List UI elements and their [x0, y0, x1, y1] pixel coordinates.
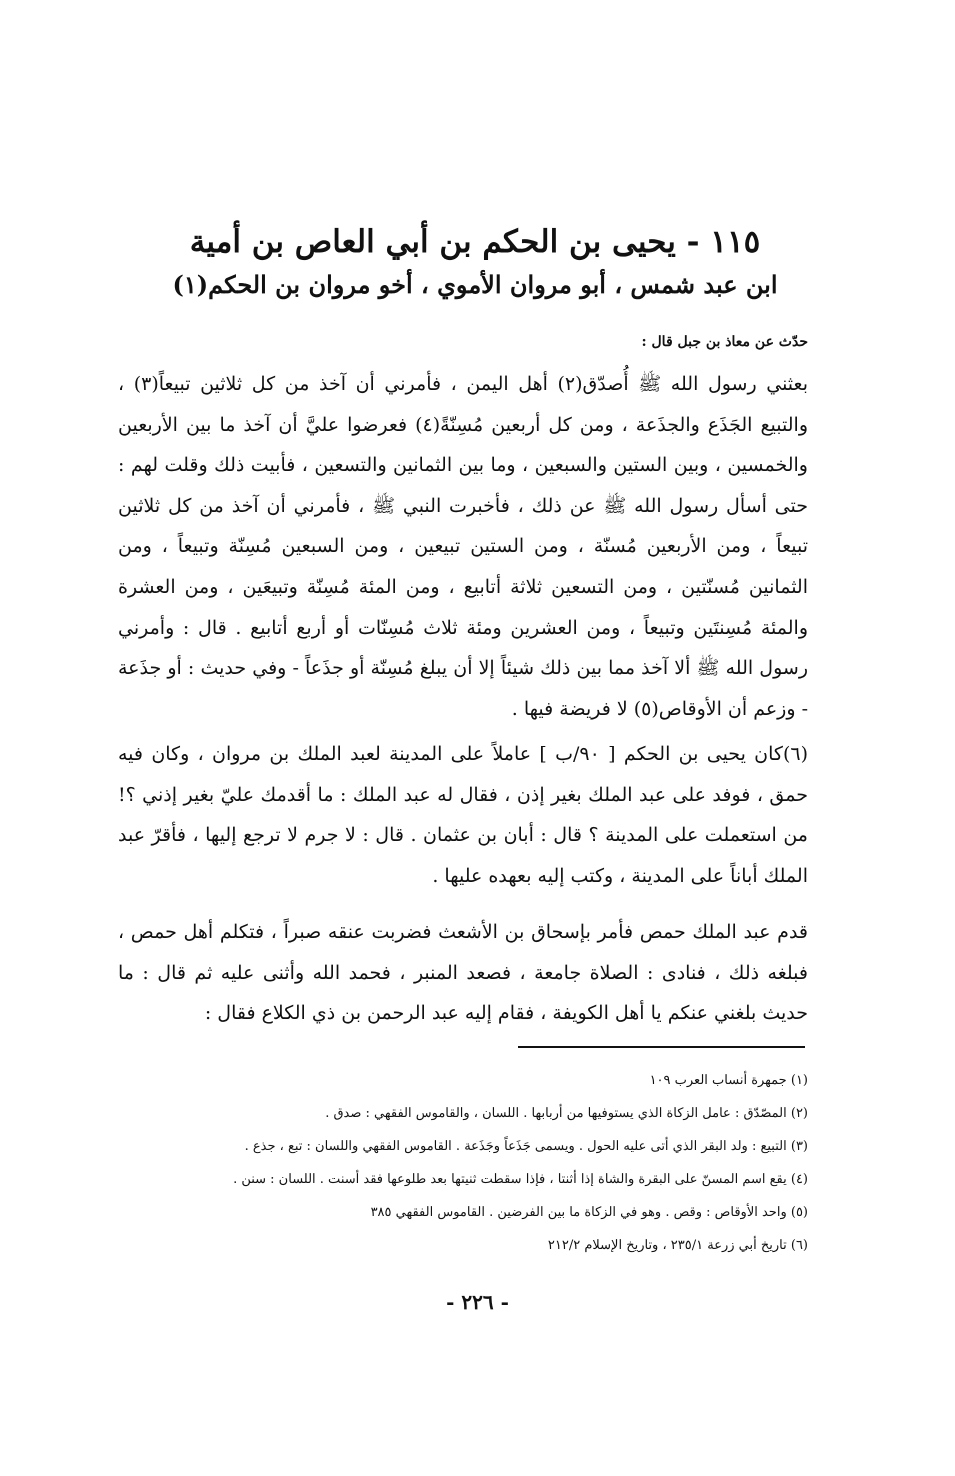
footnote-item: (٢) المصّدّق : عامل الزكاة الذي يستوفيها من أربابها . اللسان ، والقاموس الفقهي : صدق . [325, 1106, 808, 1121]
footnote-item: (١) جمهرة أنساب العرب ١٠٩ [649, 1073, 808, 1088]
page-number: - ٢٢٦ - [446, 1290, 509, 1314]
footnote-item: (٤) يقع اسم المسنّ على البقرة والشاة إذا أثنتا ، فإذا سقطت ثنيتها بعد طلوعها فقد أسنت . اللسان : سنن . [233, 1172, 808, 1187]
body-paragraph-3: قدم عبد الملك حمص فأمر بإسحاق بن الأشعث فضربت عنقه صبراً ، فتكلم أهل حمص ، فبلغه ذلك ، فنادى : الصلاة جامعة ، فصعد المنبر ، فحمد الله وأثنى عليه ثم قال : ما حديث بلغني عنكم يا أهل الكويفة ، فقام إليه عبد الرحمن بن ذي الكلاع فقال : [118, 921, 809, 1025]
footnote-item: (٣) التبيع : ولد البقر الذي أتى عليه الحول . ويسمى جَذَعاً وجَذَعة . القاموس الفقهي واللسان : تبع ، جذع . [244, 1139, 808, 1154]
entry-title: ١١٥ - يحيى بن الحكم بن أبي العاص بن أمية [189, 224, 761, 260]
footnotes-list [118, 1064, 808, 1262]
footnote-divider [518, 1046, 805, 1048]
narrator-line: حدّث عن معاذ بن جبل قال : [641, 334, 808, 350]
entry-subtitle: ابن عبد شمس ، أبو مروان الأموي ، أخو مروان بن الحكم(١) [172, 270, 778, 299]
body-paragraph-1: بعثني رسول الله ﷺ أُصدّق(٢) أهل اليمن ، فأمرني أن آخذ من كل ثلاثين تبيعاً(٣) ، والتبيع الجَذَع والجذَعة ، ومن كل أربعين مُسِنّةً(٤) فعرضوا عليَّ أن آخذ ما بين الأربعين والخمسين ، وبين الستين والسبعين ، وما بين الثمانين والتسعين ، فأبيت ذلك وقلت لهم : حتى أسأل رسول الله ﷺ عن ذلك ، فأخبرت النبي ﷺ ، فأمرني أن آخذ من كل ثلاثين تبيعاً ، ومن الأربعين مُسنّة ، ومن الستين تبيعين ، ومن السبعين مُسِنّة وتبيعاً ، ومن الثمانين مُسنّتين ، ومن التسعين ثلاثة أتابيع ، ومن المئة مُسِنّة وتبيعَين ، ومن العشرة والمئة مُسِنتَين وتبيعاً ، ومن العشرين ومئة ثلاث مُسِنّات أو أربع أتابيع . قال : وأمرني رسول الله ﷺ ألا آخذ مما بين ذلك شيئاً إلا أن يبلغ مُسِنّة أو جذَعاً - وفي حديث : أو جذَعة - وزعم أن الأوقاص(٥) لا فريضة فيها . [118, 373, 808, 720]
footnote-item: (٥) واحد الأوقاص : وقص . وهو في الزكاة ما بين الفرضين . القاموس الفقهي ٣٨٥ [370, 1205, 808, 1220]
body-paragraph-2: (٦)كان يحيى بن الحكم [ ٩٠/ب ] عاملاً على المدينة لعبد الملك بن مروان ، وكان فيه حمق ، فوفد على عبد الملك بغير إذن ، فقال له عبد الملك : ما أقدمك عليّ بغير إذني ؟! من استعملت على المدينة ؟ قال : أبان بن عثمان . قال : لا جرم لا ترجع إليها ، فأقرّ عبد الملك أباناً على المدينة ، وكتب إليه بعهده عليها . [118, 743, 809, 887]
footnote-item: (٦) تاريخ أبي زرعة ٢٣٥/١ ، وتاريخ الإسلام ٢١٢/٢ [547, 1238, 808, 1253]
